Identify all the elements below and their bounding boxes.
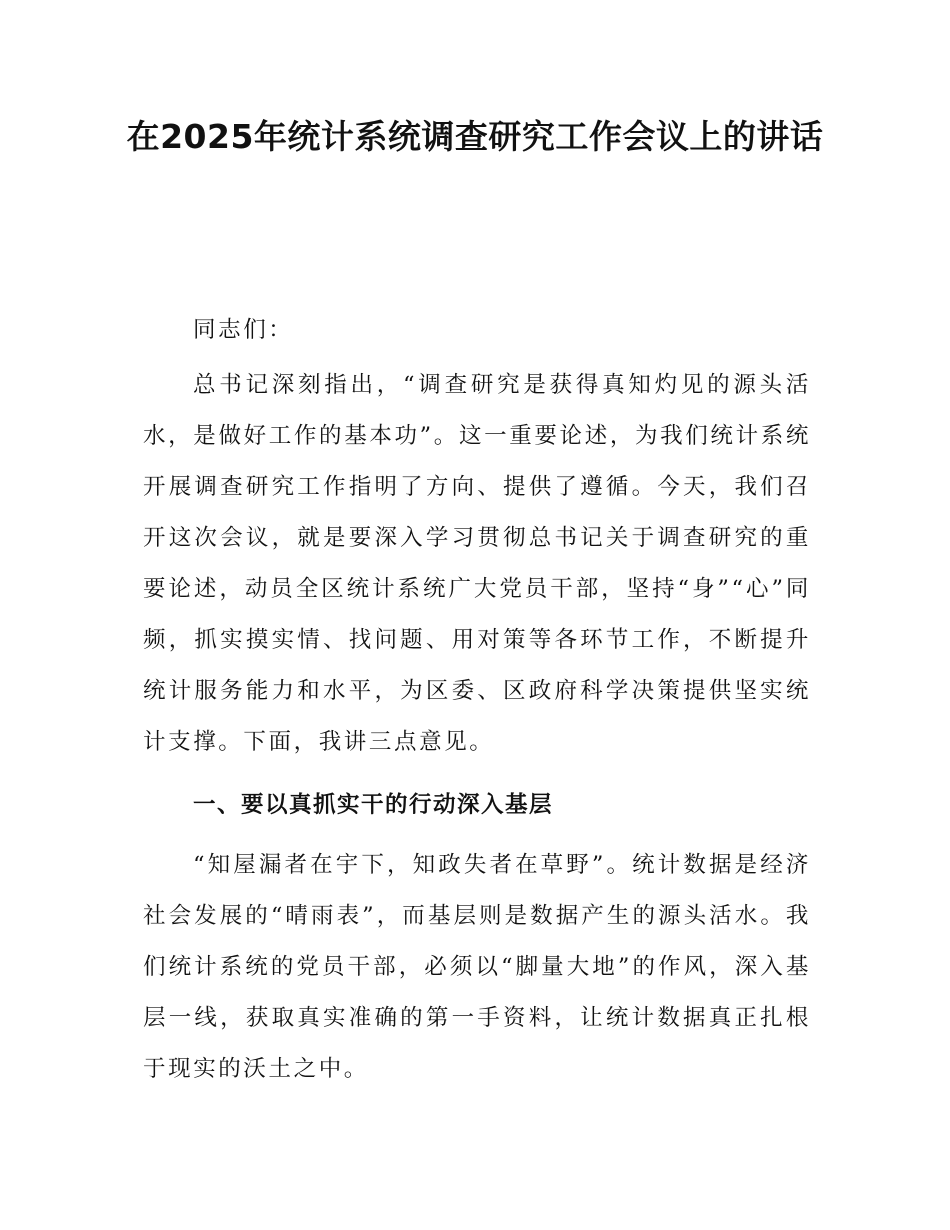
paragraph-2: “知屋漏者在宇下，知政失者在草野”。统计数据是经济社会发展的“晴雨表”，而基层则是数据产生的源头活水。我们统计系统的党员干部，必须以“脚量大地”的作风，深入基层一线，获取真实准确的第一手资料，让统计数据真正扎根于现实的沃土之中。 — [143, 852, 811, 1082]
salutation: 同志们： — [193, 317, 294, 343]
paragraph-1: 总书记深刻指出，“调查研究是获得真知灼见的源头活水，是做好工作的基本功”。这一重要论述，为我们统计系统开展调查研究工作指明了方向、提供了遵循。今天，我们召开这次会议，就是要深入学习贯彻总书记关于调查研究的重要论述，动员全区统计系统广大党员干部，坚持“身”“心”同频，抓实摸实情、找问题、用对策等各环节工作，不断提升统计服务能力和水平，为区委、区政府科学决策提供坚实统计支撑。下面，我讲三点意见。 — [143, 372, 811, 755]
document-title: 在2025年统计系统调查研究工作会议上的讲话 — [126, 117, 824, 156]
section-1-heading: 一、要以真抓实干的行动深入基层 — [193, 792, 554, 818]
